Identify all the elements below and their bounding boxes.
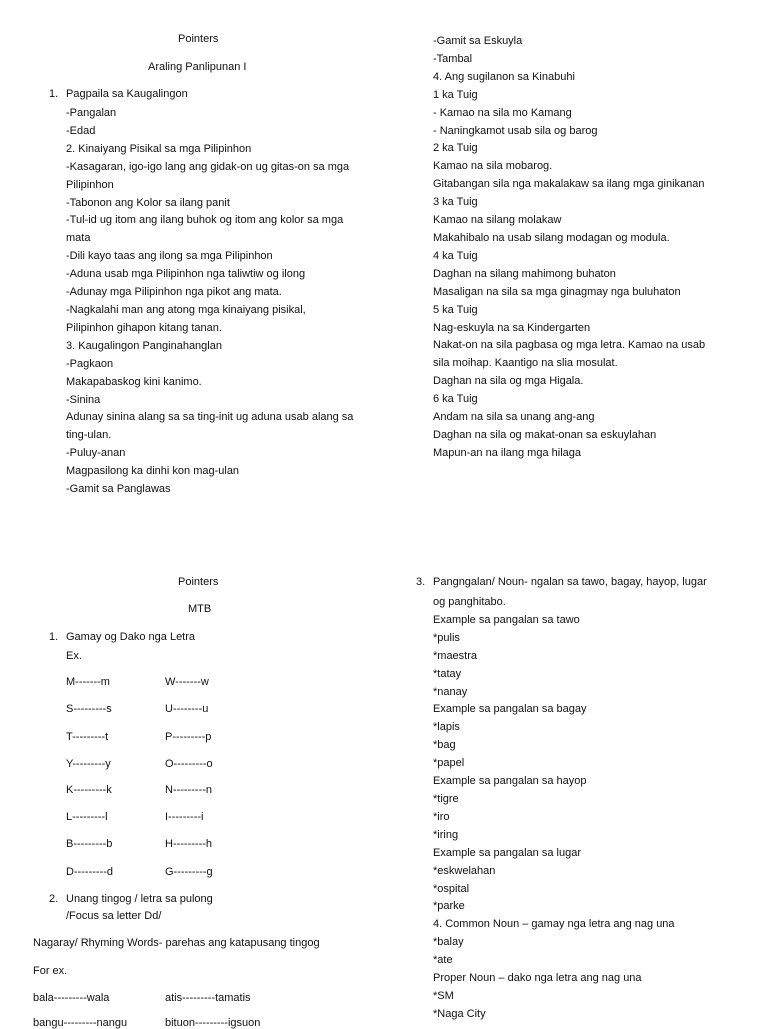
text-line: -Gamit sa Panglawas	[66, 483, 171, 496]
text-line: *tigre	[433, 792, 459, 805]
pair-right: O---------o	[165, 758, 213, 770]
text-line: -Adunay mga Pilipinhon nga pikot ang mata.	[66, 286, 282, 299]
s1-item1-title: Pagpaila sa Kaugalingon	[66, 88, 188, 100]
text-line: *iring	[433, 828, 459, 841]
text-line: Kamao na silang molakaw	[433, 214, 562, 227]
text-line: *iro	[433, 810, 450, 823]
text-line: *bag	[433, 739, 456, 752]
text-line: - Naningkamot usab sila og barog	[433, 124, 598, 137]
text-line: -Edad	[66, 124, 96, 137]
text-line: 4. Common Noun – gamay nga letra ang nag una	[433, 918, 675, 931]
text-line: Example sa pangalan sa bagay	[433, 703, 587, 716]
s1-right-lines	[433, 33, 705, 463]
pair-left: D---------d	[66, 866, 114, 878]
s2-item1-title: Gamay og Dako nga Letra	[66, 631, 196, 643]
s2-item1-number: 1.	[49, 631, 59, 643]
pair-left: S---------s	[66, 703, 112, 715]
rhyme-left-cut: bangu---------nangu	[33, 1017, 128, 1029]
text-line: Gitabangan sila nga makalakaw sa ilang mga ginikanan	[433, 178, 705, 191]
s2-ex: Ex.	[66, 650, 82, 662]
text-line: Nag-eskuyla na sa Kindergarten	[433, 321, 591, 334]
text-line: Example sa pangalan sa lugar	[433, 846, 581, 859]
text-line: -Nagkalahi man ang atong mga kinaiyang pisikal,	[66, 303, 306, 316]
text-line: *lapis	[433, 721, 460, 734]
text-line: -Kasagaran, igo-igo lang ang gidak-on ug gitas-on sa mga	[66, 160, 350, 173]
s2-item2-number: 2.	[49, 893, 59, 905]
text-line: Andam na sila sa unang ang-ang	[433, 411, 595, 424]
text-line: -Gamit sa Eskuyla	[433, 35, 523, 47]
pair-right: P---------p	[165, 731, 212, 743]
text-line: Pilipinhon gihapon kitang tanan.	[66, 321, 222, 334]
text-line: Kamao na sila mobarog.	[433, 160, 553, 173]
text-line: -Aduna usab mga Pilipinhon nga taliwtiw og ilong	[66, 268, 306, 281]
s2-rhyming-words: Nagaray/ Rhyming Words- parehas ang katapusang tingog	[33, 937, 320, 949]
rhyme-left: bala---------wala	[33, 992, 110, 1004]
text-line: *papel	[433, 757, 465, 770]
text-line: Pilipinhon	[66, 178, 114, 191]
pair-left: L---------l	[66, 811, 108, 823]
text-line: og panghitabo.	[433, 596, 506, 608]
rhyme-right-cut: bituon---------igsuon	[165, 1017, 261, 1029]
text-line: -Dili kayo taas ang ilong sa mga Pilipinhon	[66, 250, 273, 263]
text-line: *ospital	[433, 882, 470, 895]
text-line: mata	[66, 232, 91, 245]
text-line: Daghan na silang mahimong buhaton	[433, 267, 616, 280]
text-line: *pulis	[433, 631, 460, 644]
text-line: 3 ka Tuig	[433, 196, 478, 209]
text-line: *nanay	[433, 685, 468, 698]
text-line: 6 ka Tuig	[433, 393, 478, 406]
text-line: sila moihap. Kaantigo na slia mosulat.	[433, 357, 618, 370]
text-line: Adunay sinina alang sa sa ting-init ug aduna usab alang sa	[66, 411, 354, 424]
pair-right: N---------n	[165, 784, 213, 796]
text-line: *SM	[433, 989, 454, 1002]
s2-right-lines	[433, 594, 675, 1024]
pair-left: M-------m	[66, 676, 110, 688]
text-line: -Tul-id ug itom ang ilang buhok og itom ang kolor sa mga	[66, 214, 344, 227]
pair-right: I---------i	[165, 811, 204, 823]
text-line: *tatay	[433, 667, 462, 680]
text-line: -Pagkaon	[66, 357, 114, 370]
s2-item2-sub: /Focus sa letter Dd/	[66, 910, 162, 922]
text-line: Masaligan na sila sa mga ginagmay nga buluhaton	[433, 285, 681, 298]
text-line: -Tabonon ang Kolor sa ilang panit	[66, 196, 230, 209]
pair-left: B---------b	[66, 838, 113, 850]
pair-right: G---------g	[165, 866, 213, 878]
text-line: -Puluy-anan	[66, 447, 126, 460]
text-line: Proper Noun – dako nga letra ang nag una	[433, 972, 642, 985]
text-line: ting-ulan.	[66, 429, 112, 442]
s2-item2-title: Unang tingog / letra sa pulong	[66, 893, 213, 905]
text-line: *parke	[433, 900, 465, 913]
text-line: Mapun-an na ilang mga hilaga	[433, 446, 581, 459]
text-line: Makahibalo na usab silang modagan og modula.	[433, 231, 670, 244]
text-line: -Pangalan	[66, 107, 117, 119]
text-line: 4 ka Tuig	[433, 249, 478, 262]
text-line: 2 ka Tuig	[433, 142, 478, 155]
text-line: 1 ka Tuig	[433, 88, 478, 101]
pair-left: K---------k	[66, 784, 112, 796]
s2-subtitle: MTB	[188, 603, 212, 615]
s1-title: Pointers	[178, 33, 219, 45]
text-line: - Kamao na sila mo Kamang	[433, 106, 572, 119]
text-line: Nakat-on na sila pagbasa og mga letra. Kamao na usab	[433, 339, 706, 352]
text-line: -Sinina	[66, 393, 101, 406]
text-line: *ate	[433, 954, 453, 967]
text-line: Daghan na sila og mga Higala.	[433, 375, 584, 388]
s2-item3-title: Pangngalan/ Noun- ngalan sa tawo, bagay, hayop, lugar	[433, 576, 707, 588]
text-line: 5 ka Tuig	[433, 303, 478, 316]
s2-for-ex: For ex.	[33, 965, 68, 977]
text-line: *Naga City	[433, 1007, 486, 1020]
text-line: Daghan na sila og makat-onan sa eskuylahan	[433, 428, 657, 441]
text-line: *eskwelahan	[433, 864, 496, 877]
text-line: *maestra	[433, 649, 478, 662]
text-line: -Tambal	[433, 52, 473, 65]
text-line: Makapabaskog kini kanimo.	[66, 375, 202, 388]
s1-left-lines	[66, 105, 353, 499]
rhyme-right: atis---------tamatis	[165, 992, 251, 1004]
text-line: Magpasilong ka dinhi kon mag-ulan	[66, 465, 240, 478]
s1-item1-number: 1.	[49, 88, 59, 100]
text-line: 3. Kaugalingon Panginahanglan	[66, 339, 222, 352]
text-line: 2. Kinaiyang Pisikal sa mga Pilipinhon	[66, 142, 252, 155]
text-line: 4. Ang sugilanon sa Kinabuhi	[433, 70, 575, 83]
text-line: Example sa pangalan sa hayop	[433, 775, 587, 788]
text-line: Example sa pangalan sa tawo	[433, 613, 580, 626]
pair-left: T---------t	[66, 731, 109, 743]
pair-right: U--------u	[165, 703, 209, 715]
text-line: *balay	[433, 936, 464, 949]
s1-subtitle: Araling Panlipunan I	[148, 61, 247, 73]
pair-right: W-------w	[165, 676, 209, 688]
pair-left: Y---------y	[66, 758, 111, 770]
s2-item3-number: 3.	[416, 576, 426, 588]
pair-right: H---------h	[165, 838, 213, 850]
s2-title: Pointers	[178, 576, 219, 588]
